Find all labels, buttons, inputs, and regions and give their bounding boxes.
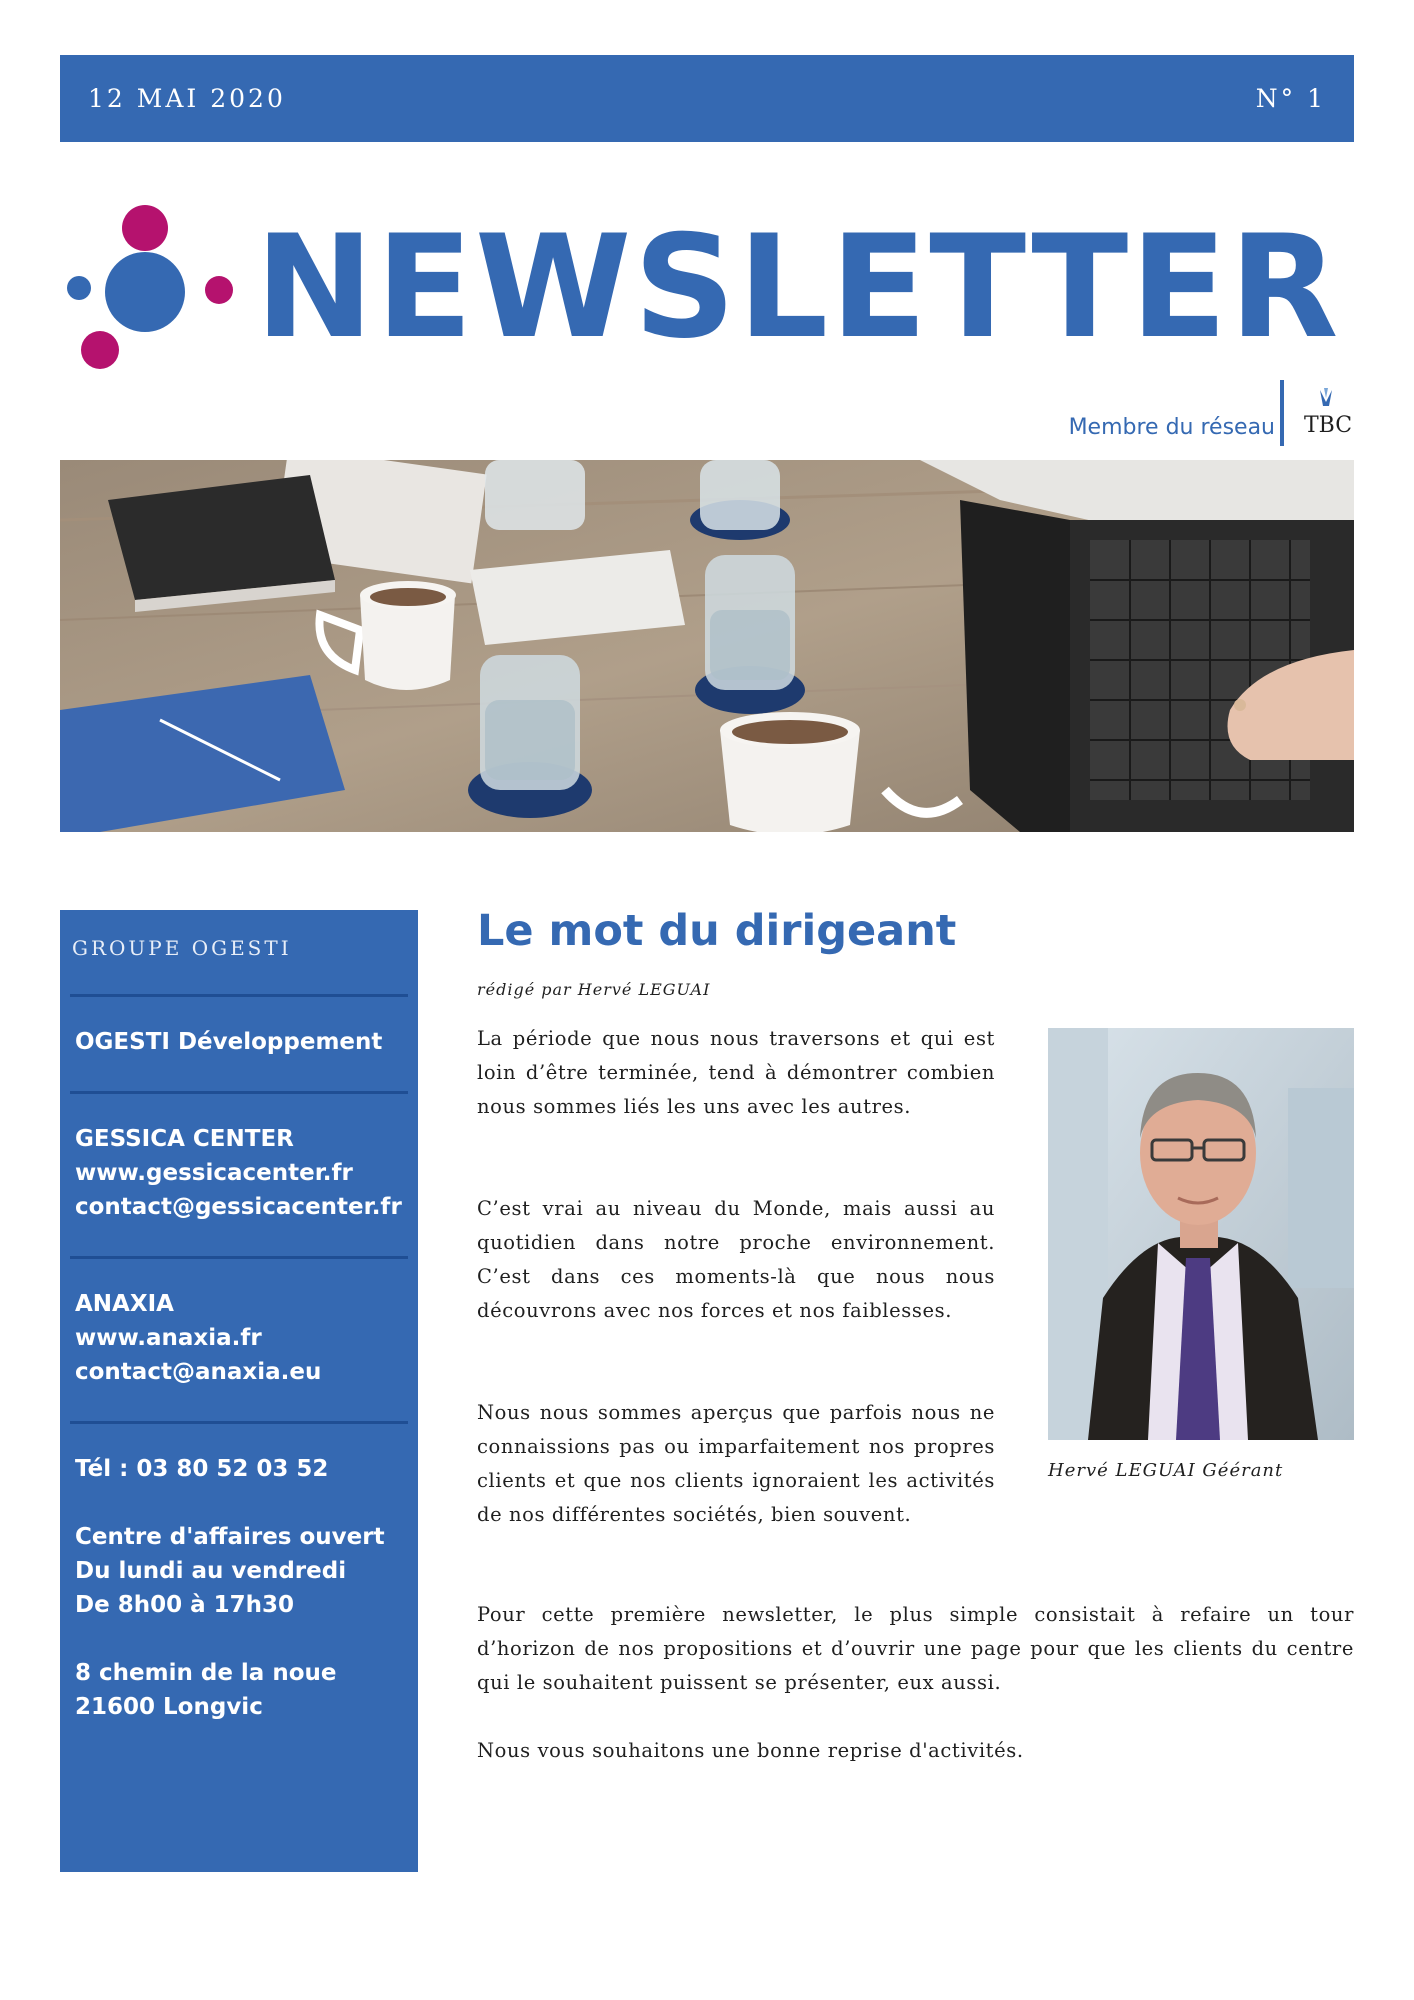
sidebar-contact-info (70, 1424, 408, 1756)
article-paragraph: Nous nous sommes aperçus que parfois nous ne connaissions pas ou imparfaitement nos propres clients et que nos clients ignoraient les activités de nos différentes sociétés, bien souvent. (477, 1401, 995, 1526)
logo-dot-magenta-top (122, 205, 168, 251)
header-bar (60, 55, 1354, 142)
logo-dot-blue-large (105, 252, 185, 332)
article-title: Le mot du dirigeant (477, 906, 957, 956)
gessica-email-link[interactable]: contact@gessicacenter.fr (75, 1194, 402, 1220)
logo-dot-magenta-bottom (81, 331, 119, 369)
article-byline: rédigé par Hervé LEGUAI (477, 980, 711, 999)
director-portrait-photo (1048, 1028, 1354, 1440)
sidebar-section-gessica (70, 1094, 408, 1256)
article-paragraph: La période que nous nous traversons et qui est loin d’être terminée, tend à démontrer combien nous sommes liés les uns avec les autres. (477, 1027, 995, 1118)
portrait-caption: Hervé LEGUAI Géérant (1048, 1460, 1284, 1481)
address-line: 21600 Longvic (75, 1694, 263, 1720)
issue-number: N° 1 (1255, 84, 1326, 113)
sidebar-section-anaxia (70, 1259, 408, 1421)
opening-hours-line: De 8h00 à 17h30 (75, 1592, 295, 1618)
phone-number: Tél : 03 80 52 03 52 (75, 1456, 329, 1482)
sidebar-section-ogesti (70, 997, 408, 1091)
sidebar-line: OGESTI Développement (75, 1029, 383, 1055)
logo-dot-blue-small (67, 276, 91, 300)
article-paragraph: Nous vous souhaitons une bonne reprise d'activités. (477, 1739, 1024, 1762)
anaxia-website-link[interactable]: www.anaxia.fr (75, 1325, 262, 1351)
article-paragraph: C’est vrai au niveau du Monde, mais aussi au quotidien dans notre proche environnement. C’est dans ces moments-là que nous nous découvrons avec nos forces et nos faiblesses. (477, 1197, 995, 1322)
logo-dot-magenta-right (205, 276, 233, 304)
address-line: 8 chemin de la noue (75, 1660, 337, 1686)
sidebar-line: GESSICA CENTER (75, 1126, 294, 1152)
opening-hours-line: Centre d'affaires ouvert (75, 1524, 385, 1550)
gessica-website-link[interactable]: www.gessicacenter.fr (75, 1160, 353, 1186)
meeting-table-photo (60, 460, 1354, 832)
member-of-network-text: Membre du réseau (1068, 415, 1275, 440)
sidebar-heading: GROUPE OGESTI (72, 936, 292, 960)
newsletter-title: NEWSLETTER (255, 205, 1341, 370)
tbc-network-logo (1280, 380, 1356, 446)
sidebar-contact-panel (60, 910, 418, 1872)
tbc-logo-text: TBC (1304, 413, 1353, 438)
opening-hours-line: Du lundi au vendredi (75, 1558, 347, 1584)
anaxia-email-link[interactable]: contact@anaxia.eu (75, 1359, 322, 1385)
company-logo (60, 200, 260, 380)
article-paragraph: Pour cette première newsletter, le plus simple consistait à refaire un tour d’horizon de nos propositions et d’ouvrir une page pour que les clients du centre qui le souhaitent puissent se présenter, eux aussi. (477, 1603, 1354, 1694)
issue-date: 12 MAI 2020 (88, 84, 286, 113)
sidebar-line: ANAXIA (75, 1291, 174, 1317)
